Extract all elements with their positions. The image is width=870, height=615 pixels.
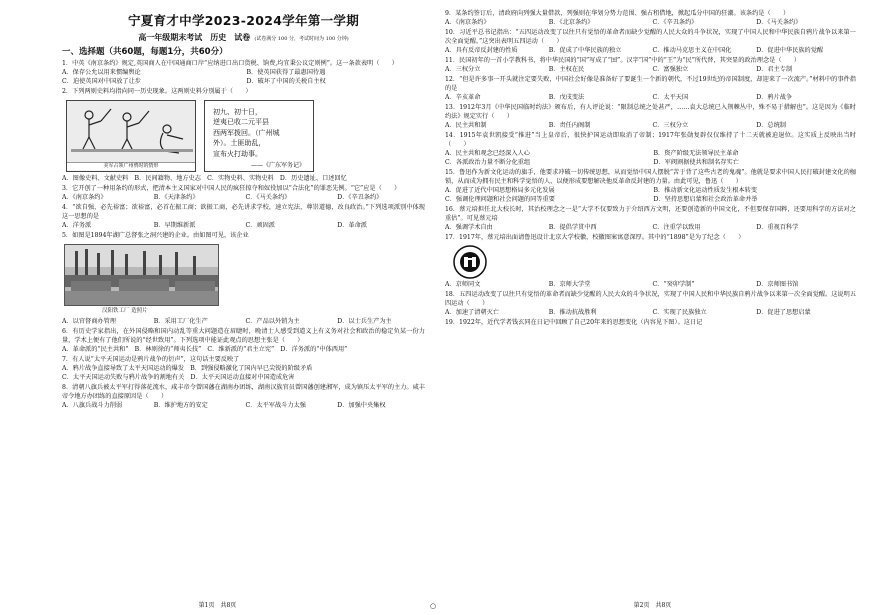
section-heading: 一、选择题（共60题，每题1分，共60分）: [62, 46, 228, 57]
option-text: A．京师同文: [445, 280, 481, 288]
question-item: [62, 60, 425, 87]
option-text: D．以士兵生产为主: [337, 317, 392, 325]
figure-a-caption: 美军占领广州鸦时的情形: [67, 162, 195, 170]
option-text: B．主权在民: [548, 65, 585, 73]
quote-source: ——《广东军务记》: [250, 162, 305, 170]
page-footer-right: 第2页 共8页: [633, 602, 672, 610]
question-item: [445, 132, 856, 168]
question-options: [445, 309, 856, 318]
option-text: D．促进中华民族的觉醒: [756, 46, 824, 54]
question-item: [62, 384, 425, 411]
question-item: [445, 169, 856, 205]
question-stem: 4．“欲自强，必先裕富；欲裕富，必首在振工商；欲振工商，必先讲求学校，速立宪法，尊崇道德，改良政治。”下列选项派别中体现这一思想的是: [62, 203, 425, 220]
option-text: C．推动马克思主义在中国化: [652, 46, 732, 54]
question-options: [62, 346, 425, 355]
exam-note: (试卷满分 100 分，考试时间为 100 分钟): [254, 36, 349, 43]
option-text: C．《辛丑条约》: [652, 18, 698, 26]
question-stem: 18．五四运动改变了以往只有觉悟的革命者而缺少觉醒的人民大众的斗争状况，实现了中国人民和中华民族自鸦片战争以来第一次全面觉醒。这说明五四运动（ ）: [445, 290, 856, 307]
question-stem: 1．中英《南京条约》规定,英国商人在中国通商口岸“应纳进口出口货税、饷费,均宜秉公议定则例”。这一条款表明（ ）: [62, 60, 398, 68]
quote-line: 宣布火打劫事。: [213, 149, 262, 158]
question-options: [445, 94, 856, 103]
option-text: A．八旗兵战斗力削弱: [62, 401, 123, 409]
question-item: [445, 281, 856, 290]
question-stem: 9．某条约签订后，清政府向列强大量借款，列强则在华划分势力范围、强占租借地，掀起瓜分中国的狂潮。该条约是（ ）: [445, 10, 790, 17]
option-text: A．以官督商办管理: [62, 317, 116, 325]
question-item: [62, 232, 425, 241]
question-item: [62, 204, 425, 231]
option-text: A．民主共和观念已经深入人心: [445, 149, 530, 157]
option-text: A．《南京条约》: [445, 18, 490, 26]
option-text: B．推动新文化运动性质发生根本转变: [653, 186, 758, 194]
option-text: A．强调学术自由: [445, 223, 493, 231]
question-options: [62, 194, 425, 203]
left-question-list: [62, 60, 425, 411]
option-text: C．各派政治力量不断分化重组: [445, 158, 531, 166]
option-text: D．促进了思想启蒙: [756, 308, 811, 316]
option-text: A．促进了近代中国思想格局多元化发展: [445, 186, 555, 194]
question-options: [62, 69, 425, 87]
option-text: B．《北京条约》: [548, 18, 594, 26]
source-figures: [66, 100, 425, 172]
factory-caption: 汉阳铁工厂 造照片: [102, 307, 148, 314]
option-text: C．产品以外销为主: [245, 317, 300, 325]
question-item: [445, 291, 856, 318]
question-item: [445, 76, 856, 103]
question-options: [445, 122, 856, 131]
option-text: D．破坏了中国的关税自主权: [246, 78, 326, 85]
quote-line: 初九、初十日，: [213, 107, 262, 116]
question-stem: 16．蔡元培担任北大校长时，其治校理念之一是“大学不仅要致力于介绍西方文明，还要创造新的中国文化，不但要保存国粹，还要用科学的方法对之重估”。可见蔡元培: [445, 205, 856, 222]
option-text: C．《马关条约》: [245, 193, 291, 201]
option-text: C．注重学以致用: [652, 223, 701, 231]
option-text: B．提倡学贯中西: [548, 223, 597, 231]
option-text: A．具有反帝反封建的性质: [445, 46, 518, 54]
question-item: [445, 234, 856, 243]
option-text: C．太平天国: [652, 93, 689, 101]
question-item: [445, 319, 856, 328]
question-stem: 12．“但是许多事一开头就注定要失败，中国社会好像是准备好了要诞生一个新的朝代，不过19世纪的帝国制度，却迎来了一次流产。”材料中的事件指的是: [445, 75, 856, 92]
option-text: A．加速了清朝灭亡: [445, 308, 499, 316]
option-text: C．“癸卯学制”: [652, 280, 695, 288]
option-text: D．坚持思想启蒙和社会政治革命并举: [653, 195, 758, 203]
option-text: C．太平天国运动失败与鸦片战争的割地有关 D．太平天国运动直接对中国造成危害: [62, 373, 295, 381]
option-text: C．实现了民族独立: [652, 308, 707, 316]
question-stem: 7．有人说“太平天国运动是鸦片战争的衍声”，这句话主要反映了: [62, 355, 240, 363]
page-footer-left: 第1页 共8页: [198, 602, 237, 610]
option-text: A．《南京条约》: [62, 193, 107, 201]
option-text: C．三权分立: [652, 121, 689, 129]
question-item: [62, 328, 425, 355]
option-text: C．强调伦理问题和社会问题的同等重要: [445, 195, 555, 203]
quote-line: 西两军拨回。（广州城: [213, 128, 280, 137]
option-text: D．军阀割据使共和制名存实亡: [653, 158, 739, 166]
question-stem: 19．1922年，近代学者钱玄同在日记中回顾了自己20年来的思想变化（内容见下图）。这日记: [445, 318, 703, 326]
option-text: A．民主共和制: [445, 121, 487, 129]
quote-line: 逆夷已收二元平县: [213, 118, 269, 127]
question-item: [445, 206, 856, 233]
option-text: B．责任内阁制: [548, 121, 591, 129]
question-item: [62, 175, 425, 184]
soldiers-drawing-icon: [67, 101, 196, 163]
option-text: A．保存公允以用来惯编舆论: [62, 69, 141, 77]
question-stem: A．图像史料、文献史料 B．民间籍物、地方史志 C．实物史料、实物史料 D．历史遗址、口述回忆: [62, 174, 347, 182]
question-options: [62, 402, 425, 411]
option-text: D．京师图书馆: [756, 280, 799, 288]
question-stem: 14．1915年袁世凯接受“推进”当上皇帝后，很快护国运动即取消了帝制；1917年张勋复辟仅仅维持了十二天就被迫退位。这实质上反映出当时（ ）: [445, 131, 856, 148]
option-text: A．三权分立: [445, 65, 481, 73]
option-text: A．辛亥革命: [445, 93, 481, 101]
subtitle-row: [62, 32, 425, 44]
option-text: B．戊戌变法: [548, 93, 585, 101]
option-text: A．洋务派: [62, 221, 92, 229]
question-options: [62, 222, 425, 231]
option-text: A．革命派的“民主共和” B．林则徐的“师夷长技” C．维新派的“君主立宪” D．洋务派的“中体西用”: [62, 345, 348, 353]
question-options: [445, 66, 856, 75]
option-text: D．君主专制: [756, 65, 793, 73]
option-text: D．鸦片战争: [756, 93, 793, 101]
option-text: D．加强中央集权: [337, 401, 386, 409]
question-stem: 11．民国初年的一首小学教科书，将中华民国的“国”写成了“囯”。汉字“国”中的“王”为“民”所代替，其突显的政治理念是（ ）: [445, 56, 801, 64]
question-item: [445, 57, 856, 75]
question-options: [445, 47, 856, 56]
historical-illustration: [66, 100, 196, 172]
option-text: D．总统制: [756, 121, 786, 129]
option-text: B．促成了中华民族的独立: [548, 46, 622, 54]
question-stem: 3．它开创了一种用条约的形式，把清本主义国家对中国人民的疯狂掠夺和奴役加以“合法化”的罪恶先例。“它”应是（ ）: [62, 184, 401, 192]
page-right: [435, 0, 870, 615]
option-text: B．推动抗战胜利: [548, 308, 597, 316]
option-text: B．《天津条约》: [153, 193, 199, 201]
option-text: C．富强独立: [652, 65, 689, 73]
question-item: [62, 356, 425, 383]
question-item: [62, 185, 425, 203]
binding-mark-icon: ○: [430, 601, 437, 610]
option-text: D．《马关条约》: [756, 18, 802, 26]
option-text: B．早期维新派: [153, 221, 196, 229]
option-text: B．资产阶级无法领导民主革命: [653, 149, 739, 157]
option-text: B．维护地方的安定: [153, 401, 208, 409]
exam-title: 宁夏育才中学2023-2024学年第一学期: [127, 13, 360, 28]
question-options: [445, 281, 856, 290]
question-stem: 15．鲁迅作为新文化运动的旗手，他要求冲破一切传统思想，从而觉悟中国人摆脱“苦于背了这些古老的鬼魂”。他就是要求中国人民打破封建文化的枷锁，从而成为拥有民主和科学觉悟的人，以便形成要想解决他反革命反封建的力量。由此可见，鲁迅（ ）: [445, 168, 856, 185]
question-item: [445, 10, 856, 28]
option-text: D．《辛丑条约》: [337, 193, 383, 201]
factory-photo-icon: [65, 245, 219, 306]
question-item: [445, 29, 856, 56]
question-options: [445, 19, 856, 28]
option-text: C．顽固派: [245, 221, 275, 229]
question-item: [62, 318, 425, 327]
option-text: C．太平军战斗力太强: [245, 401, 306, 409]
question-stem: 2．下列两则史料均指向同一历史现象。这两则史料分别属于（ ）: [62, 87, 252, 95]
question-stem: 8．清朝八旗兵被太平军打得落花流水，咸丰帝令曾国藩在湖南办团练，湖南汉族官员曾国藩创建湘军，成为镇压太平军的主力。咸丰帝令地方办团练的直接原因是（ ）: [62, 383, 425, 400]
option-text: B．京师大学堂: [548, 280, 591, 288]
question-stem: 13．1912年3月《中华民国临时约法》颁布后，有人评论说：“限制总统之处甚严，……袁大总统已入荆棘丛中，殊不易于措解也”。这是因为《临时约法》规定实行（ ）: [445, 103, 856, 120]
question-item: [445, 104, 856, 131]
factory-figure: [62, 244, 425, 316]
quote-line: 外）。土匪助乱，: [213, 139, 266, 148]
question-options: [445, 150, 856, 168]
question-options: [445, 187, 856, 205]
option-text: B．使英国获得了最惠国待遇: [246, 69, 326, 77]
factory-photo: [64, 244, 219, 306]
question-item: [62, 88, 425, 97]
question-options: [62, 365, 425, 383]
university-seal-icon: [453, 245, 487, 279]
option-text: D．重视百科学: [756, 223, 799, 231]
question-stem: 10．习近平总书记指出：“五四运动改变了以往只有觉悟的革命者而缺少觉醒的人民大众的斗争状况，实现了中国人民和中华民族自鸦片战争以来第一次全面觉醒。”这突出表明五四运动（ ）: [445, 28, 856, 45]
question-options: [445, 224, 856, 233]
exam-subtitle: 高一年级期末考试 历史 试卷: [138, 32, 251, 43]
question-stem: 17．1917年，蔡元培出面请鲁迅设计北京大学校徽，校徽图案寓意深厚。其中的“1898”是为了纪念（ ）: [445, 233, 745, 241]
question-stem: 5．如图是1894年湖广总督张之洞兴建的企业。由如图可见，该企业: [62, 231, 249, 239]
option-text: C．迫使英国对中国放了让步: [62, 78, 141, 85]
option-text: A．鸦片战争直接导致了太平天国运动的爆发 B．到强侵略激化了国内早已尖锐的阶级矛盾: [62, 364, 313, 372]
question-options: [62, 318, 425, 327]
option-text: B．采用工厂化生产: [153, 317, 208, 325]
question-stem: 6．有历史学家指出，在外国侵略和国内动乱等重大问题造在眉睫时，晚清士人感受到道义上有义务对社会和政治的稳定负某一份力量，学术上便有了他们所说的“经世致用”。下列选项中能证此观点的思想主张是（ ）: [62, 327, 425, 344]
option-text: D．革命派: [337, 221, 367, 229]
quoted-text-box: [204, 100, 314, 172]
right-question-list: [445, 10, 856, 328]
